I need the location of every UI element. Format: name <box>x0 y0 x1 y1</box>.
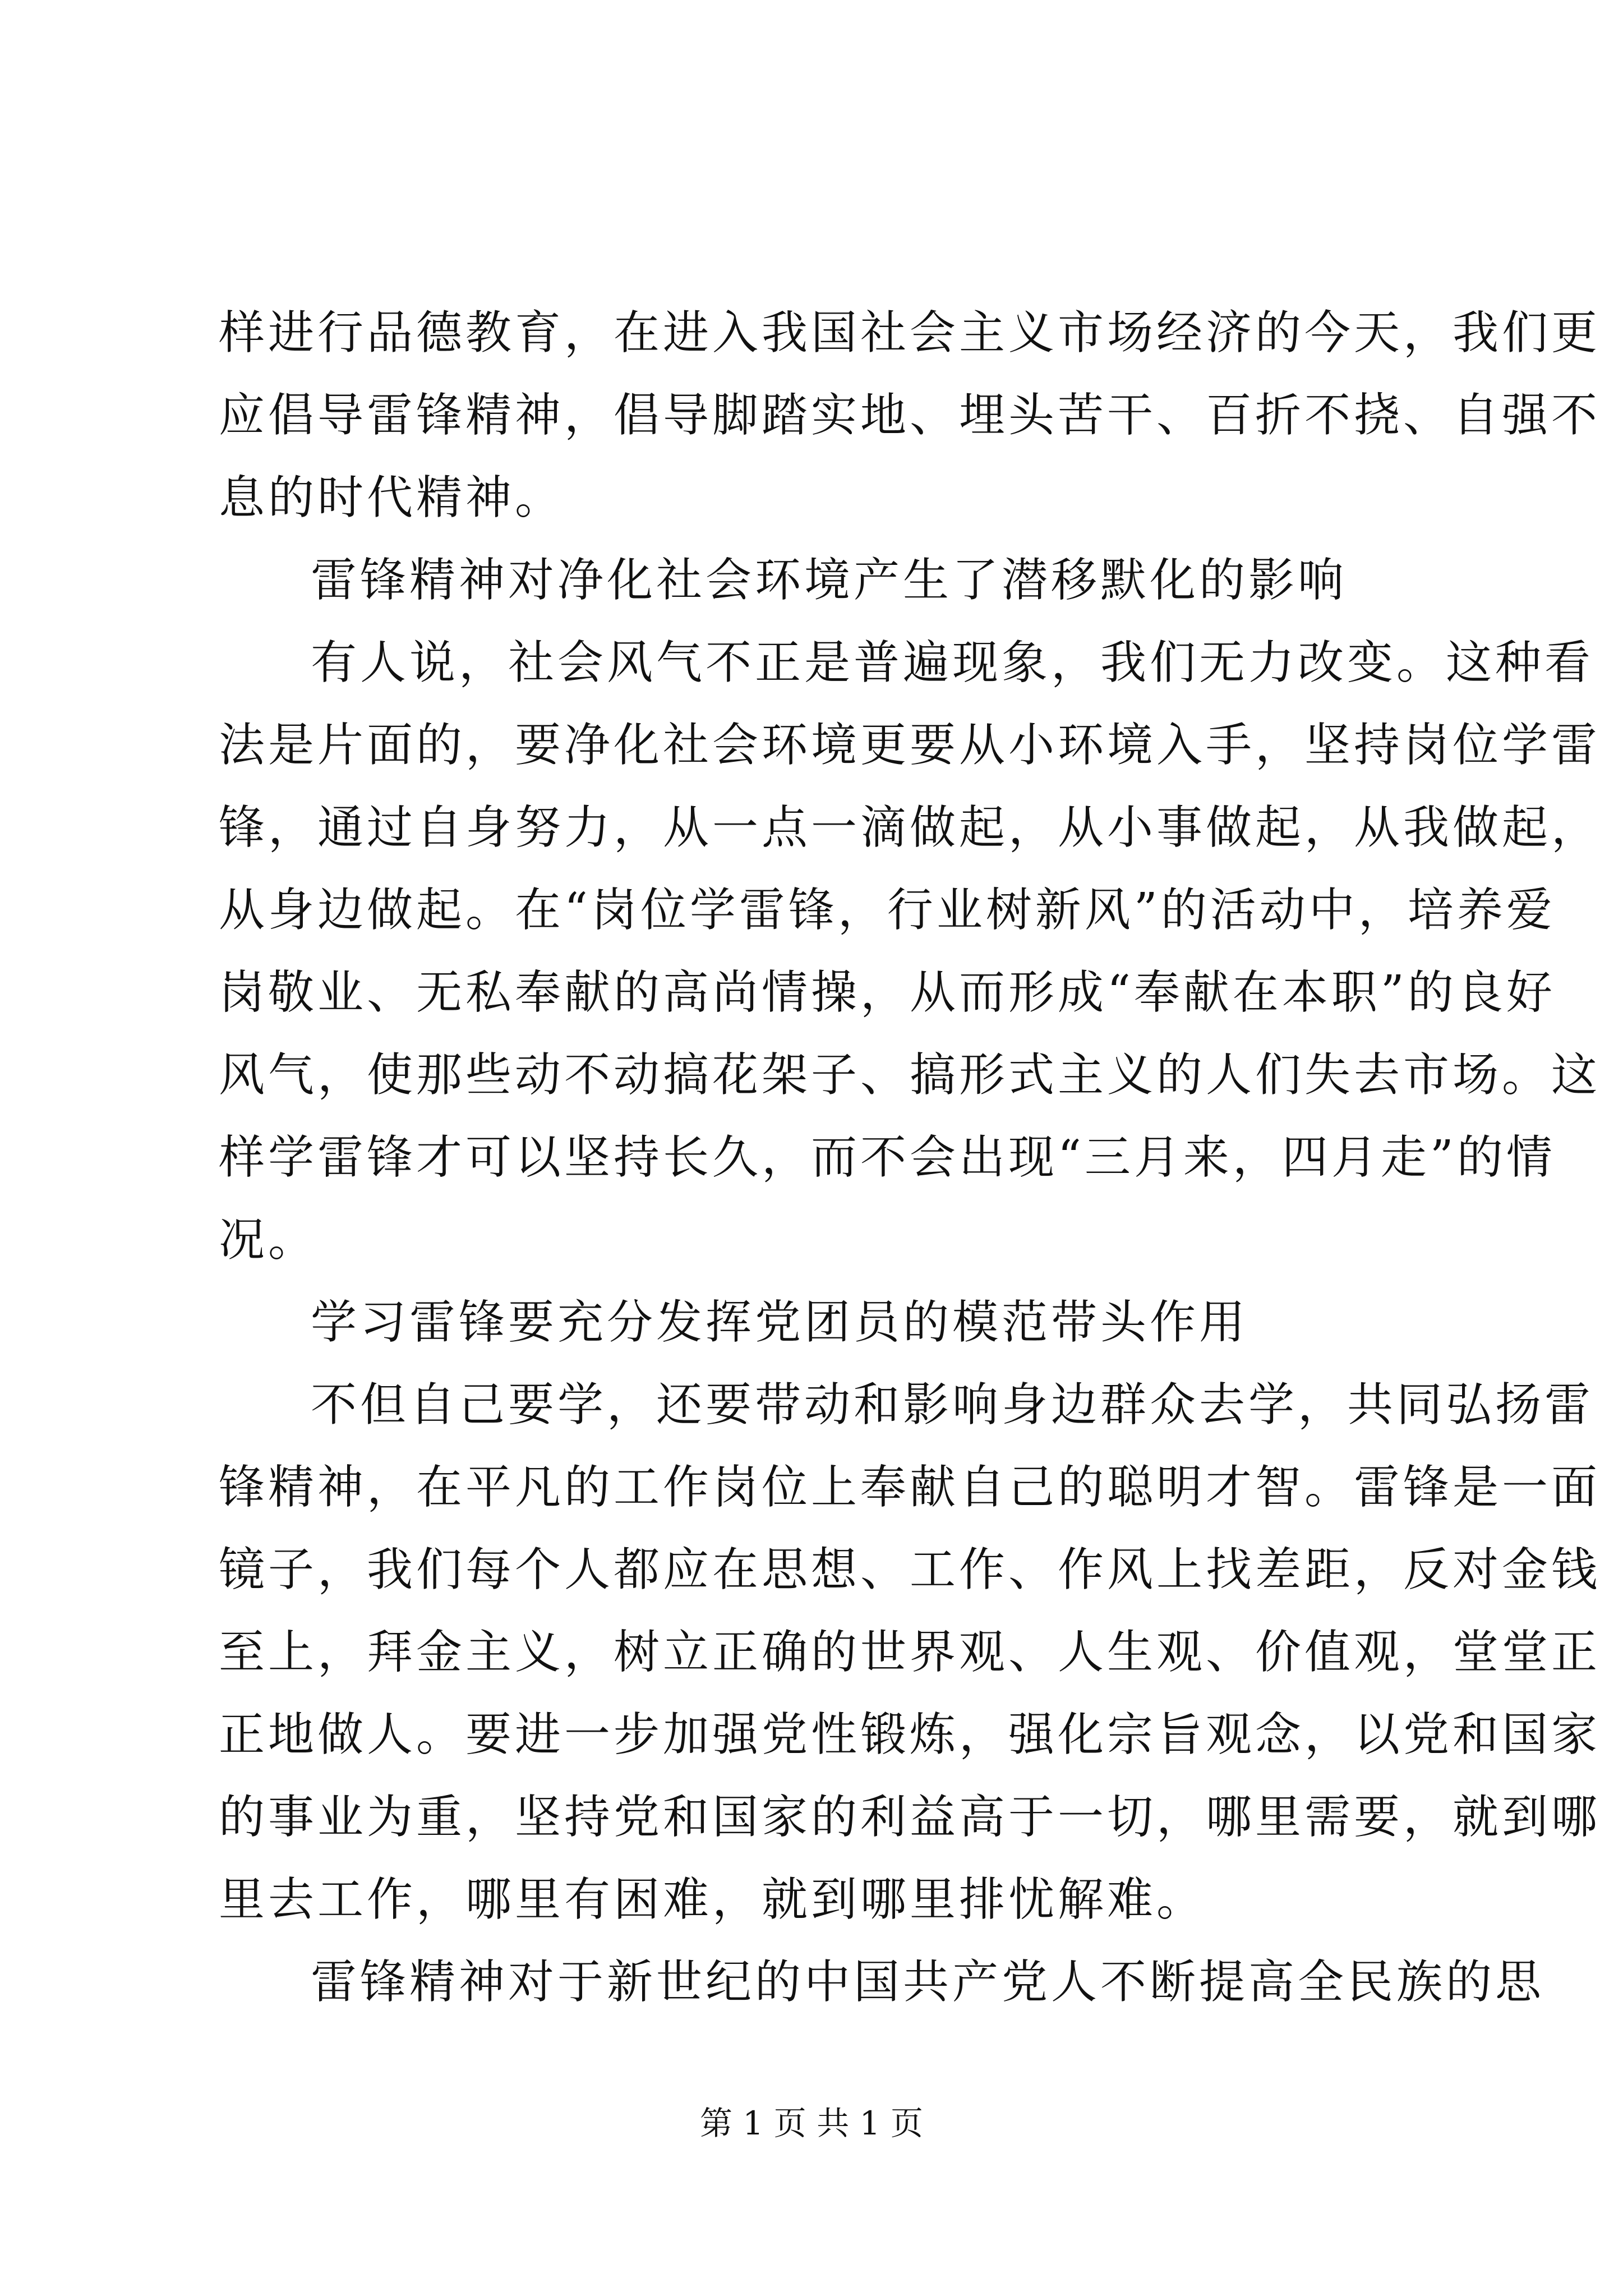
body-line: 样进行品德教育，在进入我国社会主义市场经济的今天，我们更 <box>219 306 1601 360</box>
section-heading: 雷锋精神对净化社会环境产生了潜移默化的影响 <box>311 554 1348 607</box>
body-line: 从身边做起。在“岗位学雷锋，行业树新风”的活动中，培养爱 <box>219 884 1556 937</box>
body-line: 的事业为重，坚持党和国家的利益高于一切，哪里需要，就到哪 <box>219 1791 1601 1844</box>
document-body <box>219 292 1601 2023</box>
section-heading: 学习雷锋要充分发挥党团员的模范带头作用 <box>311 1296 1249 1349</box>
body-line: 法是片面的，要净化社会环境更要从小环境入手，坚持岗位学雷 <box>219 719 1601 772</box>
body-line: 至上，拜金主义，树立正确的世界观、人生观、价值观，堂堂正 <box>219 1626 1601 1679</box>
paragraph-start-line: 雷锋精神对于新世纪的中国共产党人不断提高全民族的思 <box>311 1955 1545 2009</box>
body-line: 息的时代精神。 <box>219 471 565 524</box>
body-line: 样学雷锋才可以坚持长久，而不会出现“三月来，四月走”的情 <box>219 1131 1556 1184</box>
body-line: 正地做人。要进一步加强党性锻炼，强化宗旨观念，以党和国家 <box>219 1708 1601 1761</box>
body-line: 应倡导雷锋精神，倡导脚踏实地、埋头苦干、百折不挠、自强不 <box>219 389 1601 442</box>
body-line: 岗敬业、无私奉献的高尚情操，从而形成“奉献在本职”的良好 <box>219 966 1556 1019</box>
page-number-footer: 第 1 页 共 1 页 <box>700 2104 923 2142</box>
body-line: 锋精神，在平凡的工作岗位上奉献自己的聪明才智。雷锋是一面 <box>219 1461 1601 1514</box>
paragraph-start-line: 有人说，社会风气不正是普遍现象，我们无力改变。这种看 <box>311 636 1594 689</box>
body-line: 镜子，我们每个人都应在思想、工作、作风上找差距，反对金钱 <box>219 1543 1601 1596</box>
body-line: 风气，使那些动不动搞花架子、搞形式主义的人们失去市场。这 <box>219 1048 1601 1102</box>
paragraph-start-line: 不但自己要学，还要带动和影响身边群众去学，共同弘扬雷 <box>311 1378 1594 1432</box>
body-line: 况。 <box>219 1213 318 1267</box>
body-line: 锋，通过自身努力，从一点一滴做起，从小事做起，从我做起， <box>219 801 1601 854</box>
body-line: 里去工作，哪里有困难，就到哪里排忧解难。 <box>219 1873 1206 1926</box>
